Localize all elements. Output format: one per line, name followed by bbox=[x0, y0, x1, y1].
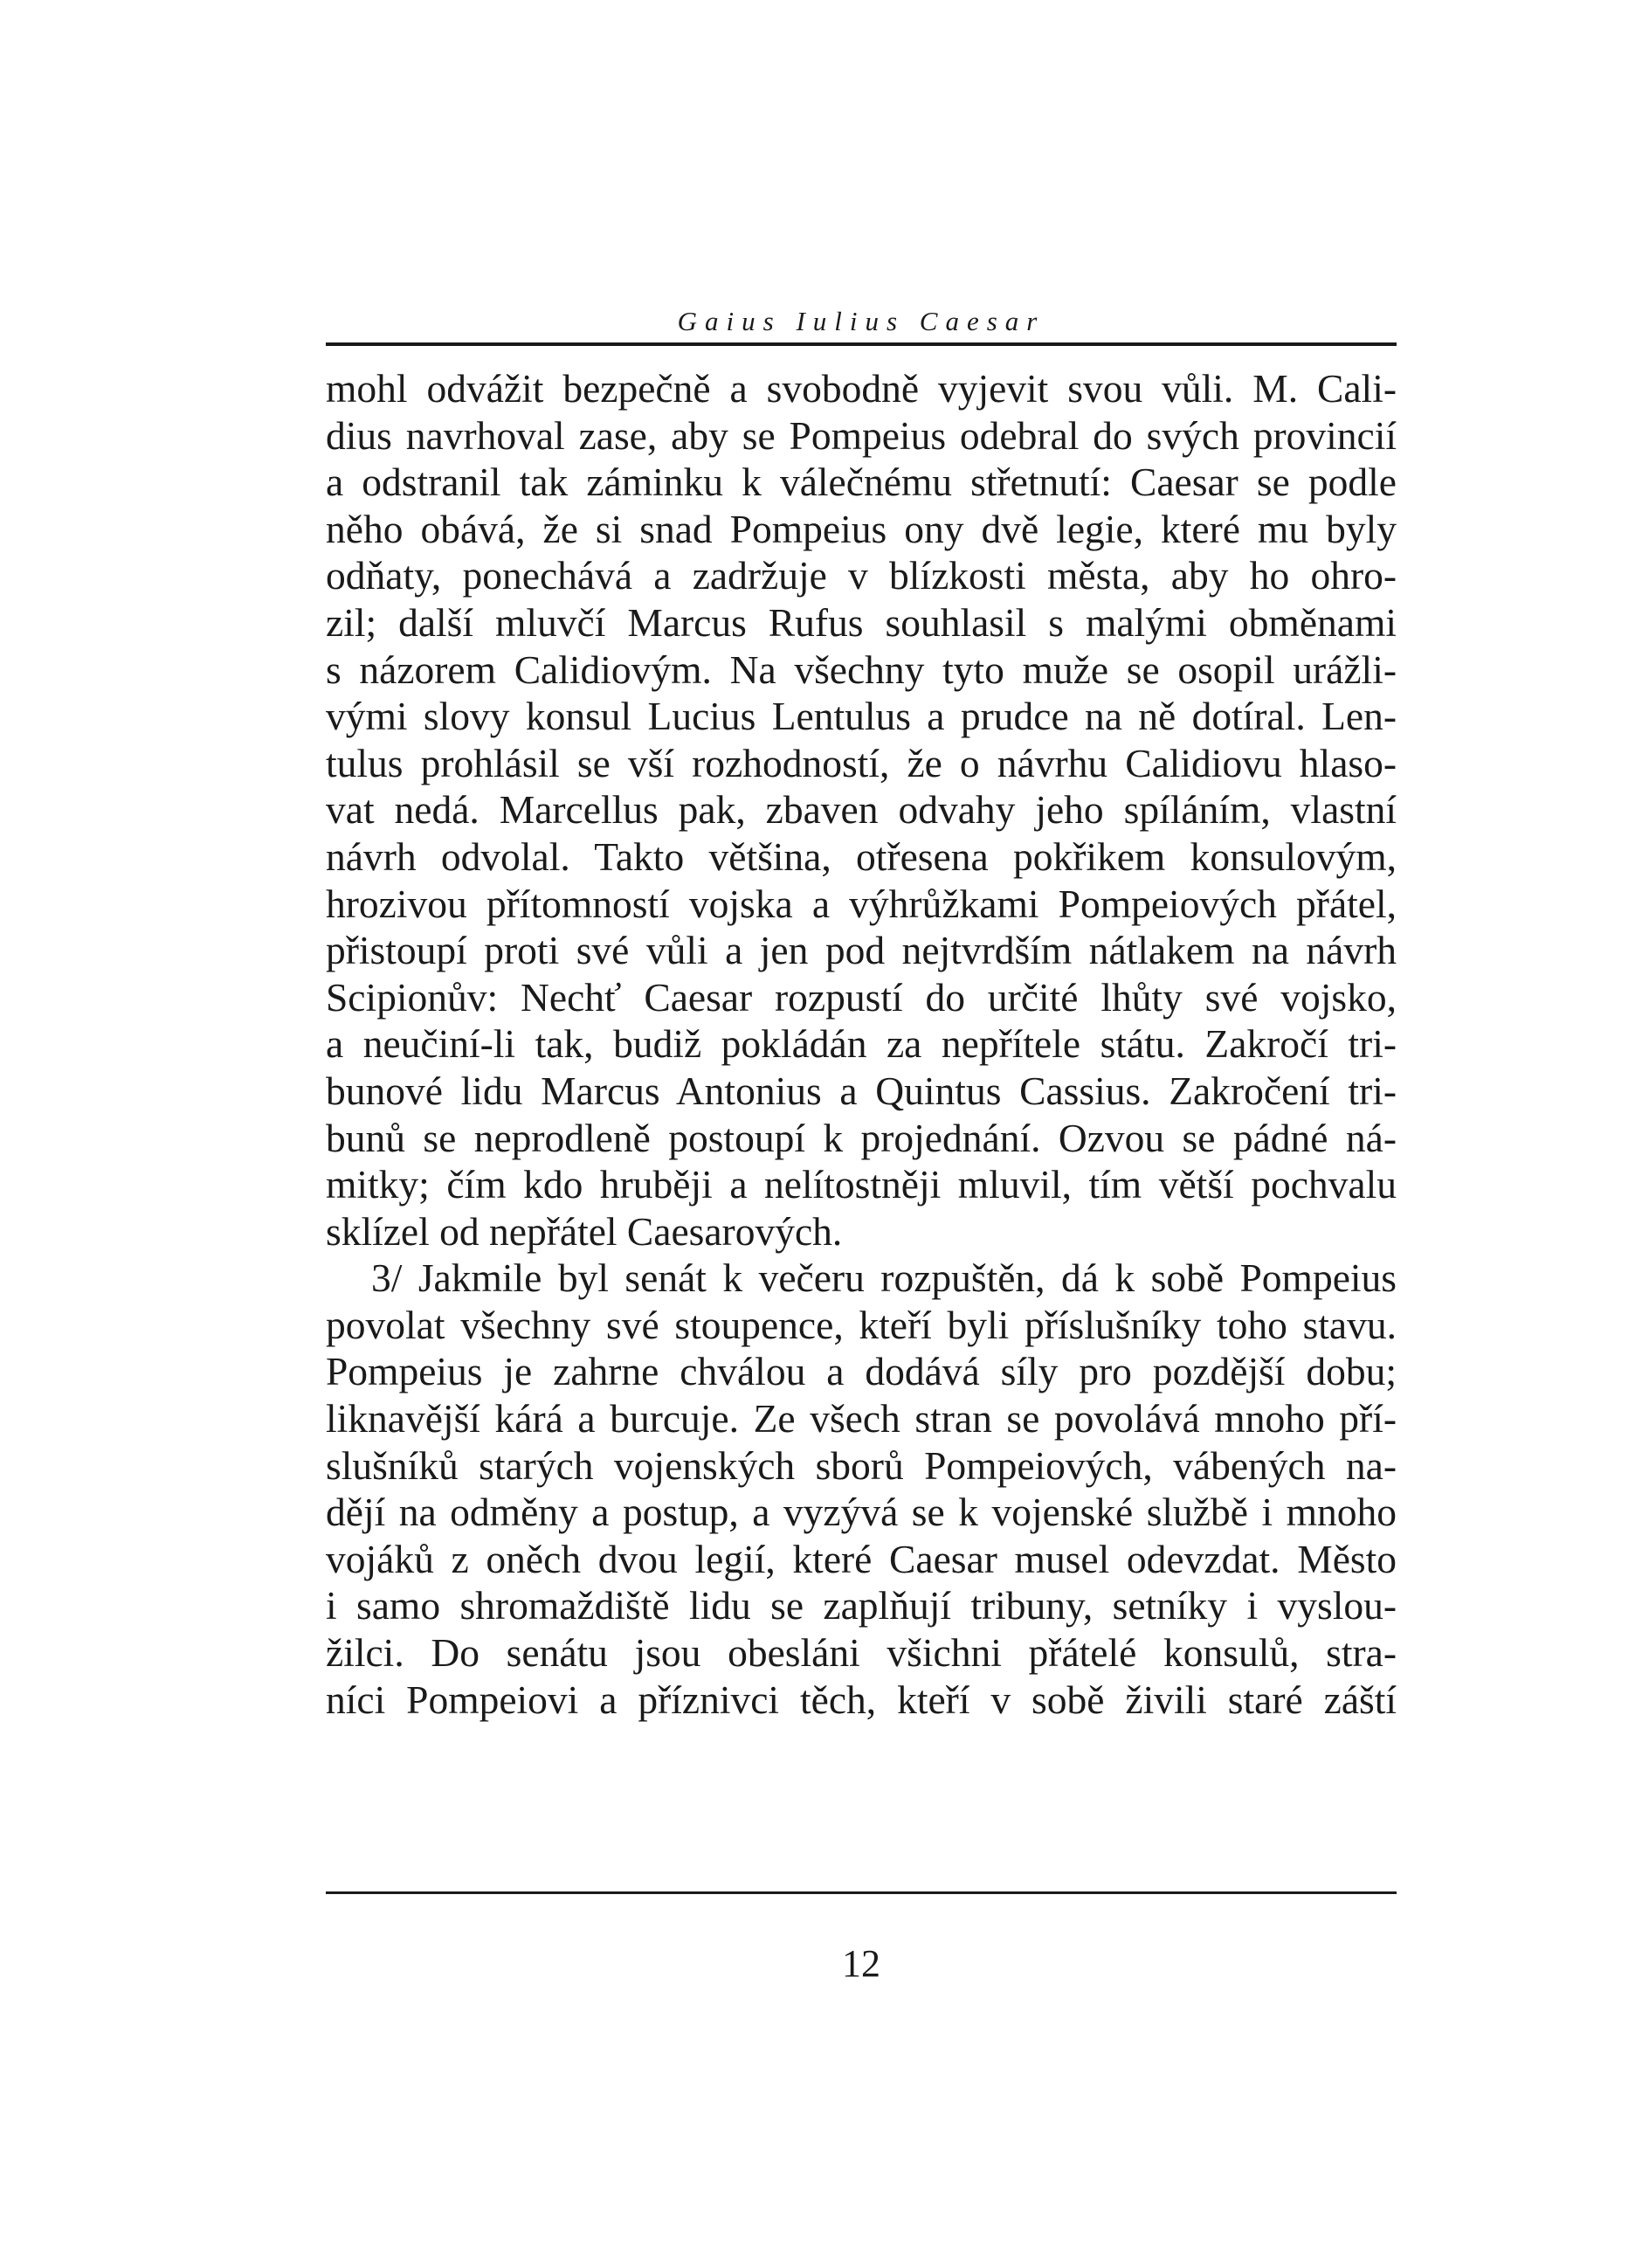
header-rule bbox=[326, 342, 1397, 346]
text-line: a neučiní-li tak, budiž pokládán za nepřítele státu. Zakročí tri- bbox=[326, 1021, 1397, 1067]
running-head: Gaius Iulius Caesar bbox=[677, 306, 1045, 336]
text-line: návrh odvolal. Takto většina, otřesena pokřikem konsulovým, bbox=[326, 833, 1397, 879]
text-line: Scipionův: Nechť Caesar rozpustí do určité lhůty své vojsko, bbox=[326, 974, 1397, 1020]
text-line: odňaty, ponechává a zadržuje v blízkosti města, aby ho ohro- bbox=[326, 553, 1397, 598]
text-line: něho obává, že si snad Pompeius ony dvě legie, které mu byly bbox=[326, 506, 1397, 551]
text-line: bunů se neprodleně postoupí k projednání. Ozvou se pádné ná- bbox=[326, 1115, 1397, 1160]
text-line: níci Pompeiovi a příznivci těch, kteří v sobě živili staré záští bbox=[326, 1677, 1397, 1722]
page-number: 12 bbox=[842, 1942, 880, 1985]
text-line: vými slovy konsul Lucius Lentulus a prudce na ně dotíral. Len- bbox=[326, 694, 1397, 739]
text-line: dius navrhoval zase, aby se Pompeius odebral do svých provincií bbox=[326, 412, 1397, 458]
footer-rule bbox=[326, 1891, 1397, 1894]
paragraph bbox=[326, 365, 1397, 1255]
text-line: mohl odvážit bezpečně a svobodně vyjevit svou vůli. M. Cali- bbox=[326, 366, 1397, 411]
text-line: tulus prohlásil se vší rozhodností, že o návrhu Calidiovu hlaso- bbox=[326, 740, 1397, 785]
paragraph bbox=[326, 1255, 1397, 1723]
text-line: zil; další mluvčí Marcus Rufus souhlasil s malými obměnami bbox=[326, 599, 1397, 645]
text-line: vat nedá. Marcellus pak, zbaven odvahy jeho spíláním, vlastní bbox=[326, 787, 1397, 833]
text-line: Pompeius je zahrne chválou a dodává síly pro pozdější dobu; bbox=[326, 1349, 1397, 1394]
text-line: bunové lidu Marcus Antonius a Quintus Cassius. Zakročení tri- bbox=[326, 1068, 1397, 1113]
text-line: slušníků starých vojenských sborů Pompeiových, vábených na- bbox=[326, 1442, 1397, 1488]
text-line: sklízel od nepřátel Caesarových. bbox=[326, 1208, 843, 1254]
text-line: žilci. Do senátu jsou obesláni všichni přátelé konsulů, stra- bbox=[326, 1630, 1397, 1676]
text-line: vojáků z oněch dvou legií, které Caesar musel odevzdat. Město bbox=[326, 1536, 1397, 1581]
text-line: liknavější kárá a burcuje. Ze všech stran se povolává mnoho pří- bbox=[326, 1396, 1397, 1442]
text-line: i samo shromaždiště lidu se zaplňují tribuny, setníky i vyslou- bbox=[326, 1583, 1397, 1628]
body-text bbox=[326, 365, 1397, 1723]
text-line: a odstranil tak záminku k válečnému střetnutí: Caesar se podle bbox=[326, 460, 1397, 505]
text-line: mitky; čím kdo hruběji a nelítostněji mluvil, tím větší pochvalu bbox=[326, 1162, 1397, 1207]
text-line: povolat všechny své stoupence, kteří byli příslušníky toho stavu. bbox=[326, 1302, 1397, 1347]
text-line: s názorem Calidiovým. Na všechny tyto muže se osopil urážli- bbox=[326, 647, 1397, 692]
text-line: 3/ Jakmile byl senát k večeru rozpuštěn, dá k sobě Pompeius bbox=[371, 1255, 1397, 1301]
text-line: hrozivou přítomností vojska a výhrůžkami Pompeiových přátel, bbox=[326, 881, 1397, 926]
text-line: přistoupí proti své vůli a jen pod nejtvrdším nátlakem na návrh bbox=[326, 928, 1397, 973]
text-line: dějí na odměny a postup, a vyzývá se k vojenské službě i mnoho bbox=[326, 1490, 1397, 1535]
